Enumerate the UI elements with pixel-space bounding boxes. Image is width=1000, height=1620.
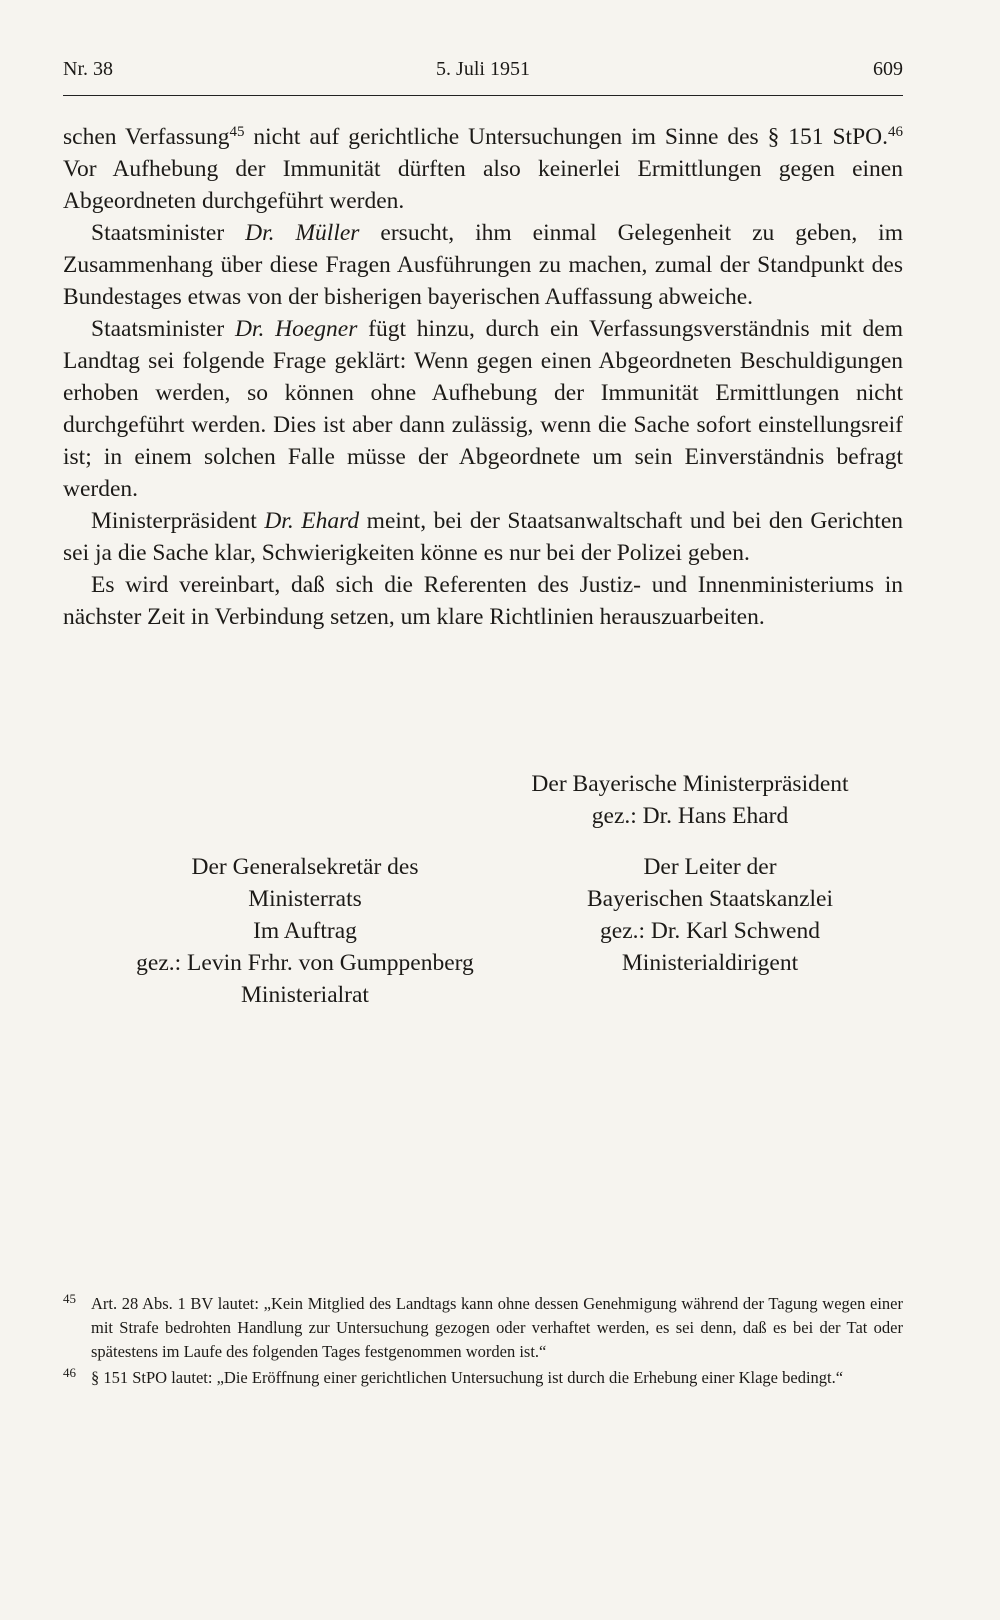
footnote-number: 46	[63, 1365, 76, 1380]
p4-text-c: meint, bei der Staatsanwaltschaft und bei den Gerichten sei ja die Sache klar, Schwierigkeiten könne es nur bei der Polizei geben.	[63, 508, 904, 566]
sig-pm-line-1: Der Bayerische Ministerpräsident	[531, 771, 849, 797]
page-number: 609	[873, 58, 903, 80]
footnote-number: 45	[63, 1291, 76, 1306]
p3-text-a: Staatsminister	[91, 316, 235, 342]
footnote-ref-46[interactable]: 46	[887, 124, 903, 140]
p4-text-a: Ministerpräsident	[91, 508, 265, 534]
footnote-ref-45[interactable]: 45	[229, 124, 245, 140]
p1-text-c: Vor Aufhebung der Immunität dürften also keinerlei Ermittlungen gegen einen Abgeordneten durchgeführt werden.	[63, 156, 903, 214]
sig-pm-line-2: gez.: Dr. Hans Ehard	[591, 803, 789, 829]
sig-left-line-5: Ministerialrat	[241, 982, 369, 1008]
paragraph-2	[63, 217, 903, 313]
main-text	[63, 121, 903, 633]
sig-right-line-1: Der Leiter der	[643, 854, 777, 880]
sig-left-line-3: Im Auftrag	[253, 918, 357, 944]
paragraph-4	[63, 505, 903, 569]
paragraph-1	[63, 121, 903, 217]
footnote-text: Art. 28 Abs. 1 BV lautet: „Kein Mitglied des Landtags kann ohne dessen Genehmigung während der Tagung wegen einer mit Strafe bedrohten Handlung zur Untersuchung gezogen oder verhaftet werden, es sei denn, daß es bei der Tat oder spätestens im Laufe des folgenden Tages festgenommen worden ist.“	[91, 1294, 903, 1361]
footnote-text: § 151 StPO lautet: „Die Eröffnung einer gerichtlichen Untersuchung ist durch die Erhebung einer Klage bedingt.“	[91, 1368, 844, 1387]
paragraph-5: Es wird vereinbart, daß sich die Referenten des Justiz- und Innenministeriums in nächster Zeit in Verbindung setzen, um klare Richtlinien herauszuarbeiten.	[63, 572, 903, 630]
speaker-ehard: Dr. Ehard	[264, 508, 360, 534]
speaker-mueller: Dr. Müller	[245, 220, 360, 246]
paragraph-3	[63, 313, 903, 505]
p1-text-b: nicht auf gerichtliche Untersuchungen im Sinne des § 151 StPO.	[244, 124, 888, 150]
signature-staatskanzlei	[540, 851, 880, 979]
signature-generalsekretaer	[115, 851, 495, 1011]
p1-text-a: schen Verfassung	[63, 124, 230, 150]
sig-right-line-3: gez.: Dr. Karl Schwend	[600, 918, 820, 944]
footnote-45	[63, 1292, 903, 1364]
footnotes	[63, 1292, 903, 1392]
p2-text-a: Staatsminister	[91, 220, 246, 246]
speaker-hoegner: Dr. Hoegner	[234, 316, 358, 342]
header-rule	[63, 95, 903, 96]
sig-right-line-2: Bayerischen Staatskanzlei	[586, 886, 833, 912]
sig-left-line-4: gez.: Levin Frhr. von Gumppenberg	[136, 950, 474, 976]
running-header	[63, 58, 903, 88]
footnote-46	[63, 1366, 903, 1390]
p2-text-c: ersucht, ihm einmal Gelegenheit zu geben, im Zusammenhang über diese Fragen Ausführungen zu machen, zumal der Standpunkt des Bundestages etwas von der bisherigen bayerischen Auffassung abweiche.	[63, 220, 903, 310]
sig-left-line-2: Ministerrats	[248, 886, 362, 912]
signature-ministerpraesident	[500, 768, 880, 832]
sig-left-line-1: Der Generalsekretär des	[191, 854, 419, 880]
session-date: 5. Juli 1951	[436, 58, 530, 80]
issue-number: Nr. 38	[63, 58, 113, 80]
p3-text-c: fügt hinzu, durch ein Verfassungsverständnis mit dem Landtag sei folgende Frage geklärt: Wenn gegen einen Abgeordneten Beschuldigungen erhoben werden, so können ohne Aufhebung der Immunität Ermittlungen nicht durchgeführt werden. Dies ist aber dann zulässig, wenn die Sache sofort einstellungsreif ist; in einem solchen Falle müsse der Abgeordnete um sein Einverständnis befragt werden.	[63, 316, 903, 502]
sig-right-line-4: Ministerialdirigent	[621, 950, 799, 976]
